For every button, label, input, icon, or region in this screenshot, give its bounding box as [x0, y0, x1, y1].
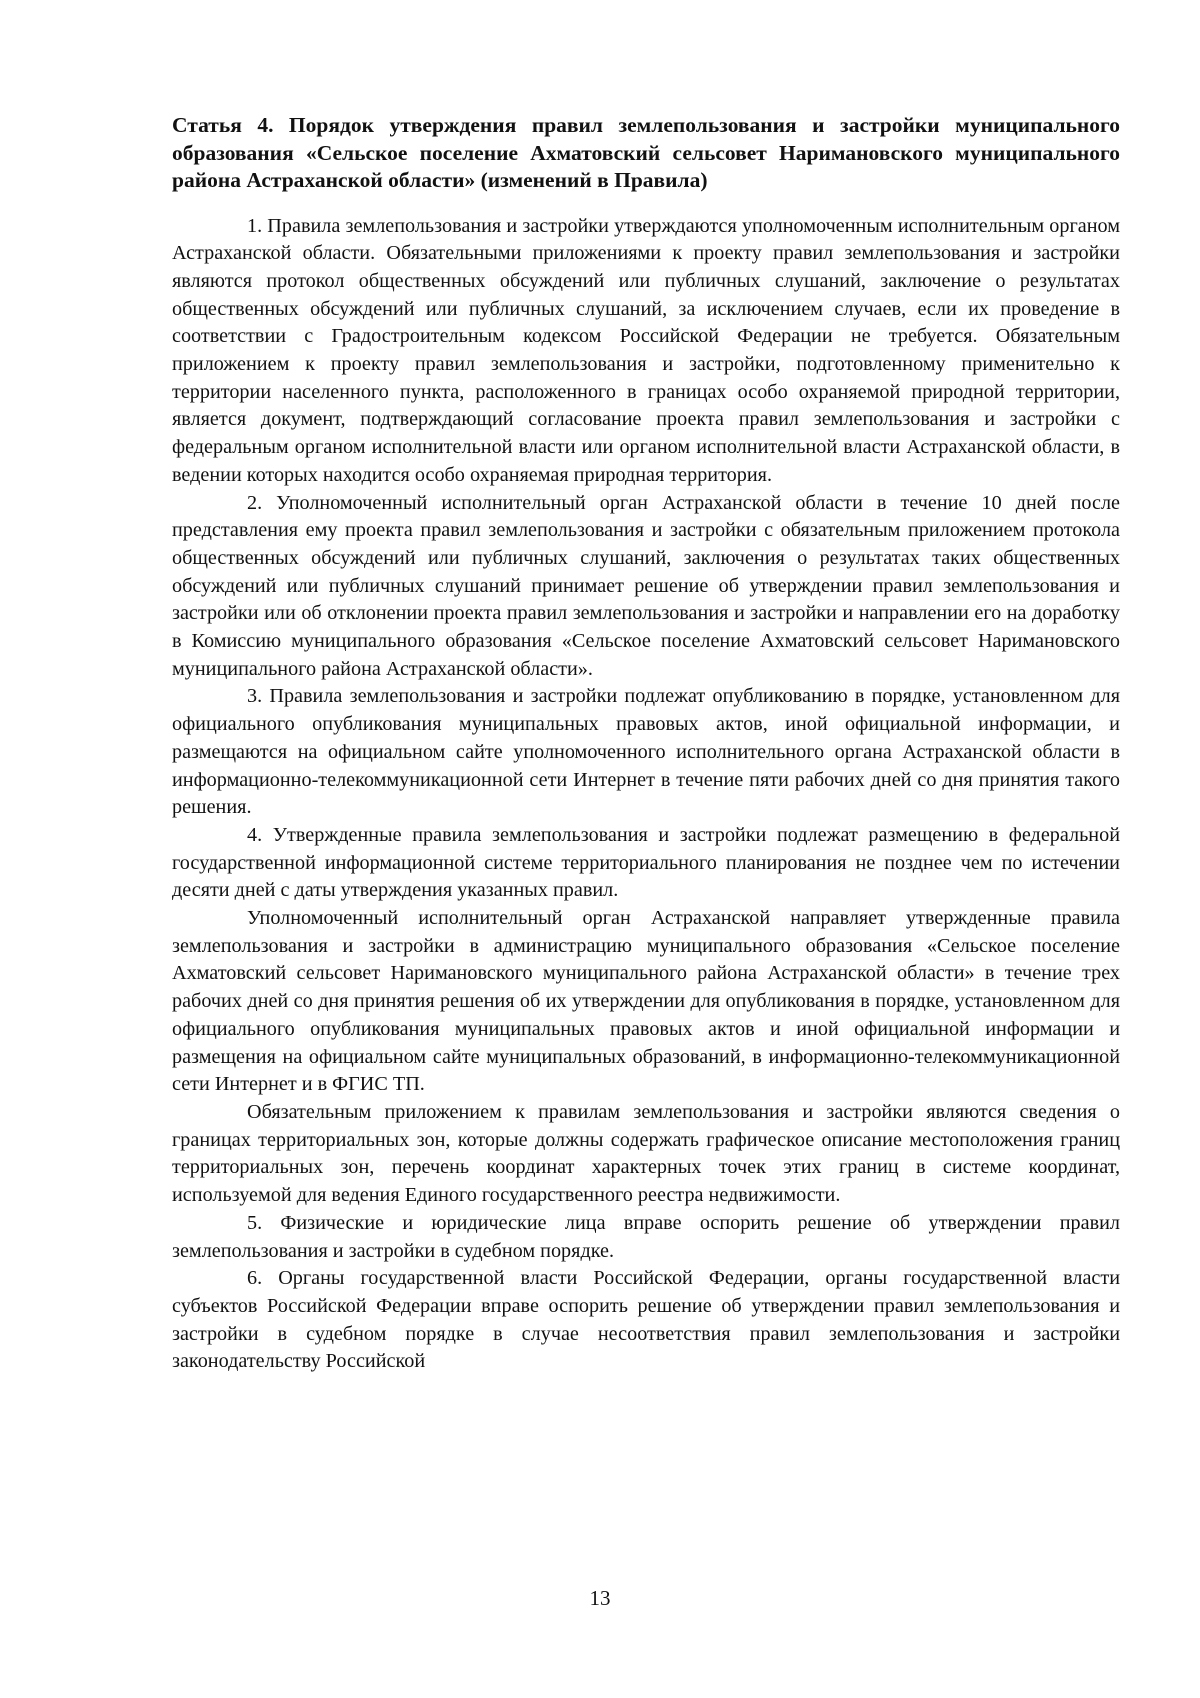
document-page	[172, 112, 1120, 1376]
page-number: 13	[589, 1586, 611, 1610]
paragraph-4-addendum-transfer: Уполномоченный исполнительный орган Астраханской направляет утвержденные правила землепользования и застройки в администрацию муниципального образования «Сельское поселение Ахматовский сельсовет Наримановского муниципального района Астраханской области» в течение трех рабочих дней со дня принятия решения об их утверждении для опубликования в порядке, установленном для официального опубликования муниципальных правовых актов и иной официальной информации и размещения на официальном сайте муниципальных образований, в информационно-телекоммуникационной сети Интернет и в ФГИС ТП.	[172, 907, 1120, 1096]
paragraph-6: 6. Органы государственной власти Российской Федерации, органы государственной власти субъектов Российской Федерации вправе оспорить решение об утверждении правил землепользования и застройки в судебном порядке в случае несоответствия правил землепользования и застройки законодательству Российской	[172, 1267, 1120, 1373]
paragraph-1: 1. Правила землепользования и застройки утверждаются уполномоченным исполнительным органом Астраханской области. Обязательными приложениями к проекту правил землепользования и застройки являются протокол общественных обсуждений или публичных слушаний, заключение о результатах общественных обсуждений или публичных слушаний, за исключением случаев, если их проведение в соответствии с Градостроительным кодексом Российской Федерации не требуется. Обязательным приложением к проекту правил землепользования и застройки, подготовленному применительно к территории населенного пункта, расположенного в границах особо охраняемой природной территории, является документ, подтверждающий согласование проекта правил землепользования и застройки с федеральным органом исполнительной власти или органом исполнительной власти Астраханской области, в ведении которых находится особо охраняемая природная территория.	[172, 214, 1120, 486]
paragraph-5: 5. Физические и юридические лица вправе оспорить решение об утверждении правил землепользования и застройки в судебном порядке.	[172, 1211, 1120, 1262]
paragraph-4: 4. Утвержденные правила землепользования и застройки подлежат размещению в федеральной государственной информационной системе территориального планирования не позднее чем по истечении десяти дней с даты утверждения указанных правил.	[172, 823, 1120, 902]
paragraph-4-addendum-zones: Обязательным приложением к правилам землепользования и застройки являются сведения о границах территориальных зон, которые должны содержать графическое описание местоположения границ территориальных зон, перечень координат характерных точек этих границ в системе координат, используемой для ведения Единого государственного реестра недвижимости.	[172, 1101, 1120, 1207]
paragraph-2: 2. Уполномоченный исполнительный орган Астраханской области в течение 10 дней после представления ему проекта правил землепользования и застройки с обязательным приложением протокола общественных обсуждений или публичных слушаний, заключения о результатах таких общественных обсуждений или публичных слушаний принимает решение об утверждении правил землепользования и застройки или об отклонении проекта правил землепользования и застройки и направлении его на доработку в Комиссию муниципального образования «Сельское поселение Ахматовский сельсовет Наримановского муниципального района Астраханской области».	[172, 491, 1120, 680]
paragraph-3: 3. Правила землепользования и застройки подлежат опубликованию в порядке, установленном для официального опубликования муниципальных правовых актов, иной официальной информации, и размещаются на официальном сайте уполномоченного исполнительного органа Астраханской области в информационно-телекоммуникационной сети Интернет в течение пяти рабочих дней со дня принятия такого решения.	[172, 685, 1120, 819]
article-heading: Статья 4. Порядок утверждения правил землепользования и застройки муниципального образования «Сельское поселение Ахматовский сельсовет Наримановского муниципального района Астраханской области» (изменений в Правила)	[172, 113, 1120, 192]
